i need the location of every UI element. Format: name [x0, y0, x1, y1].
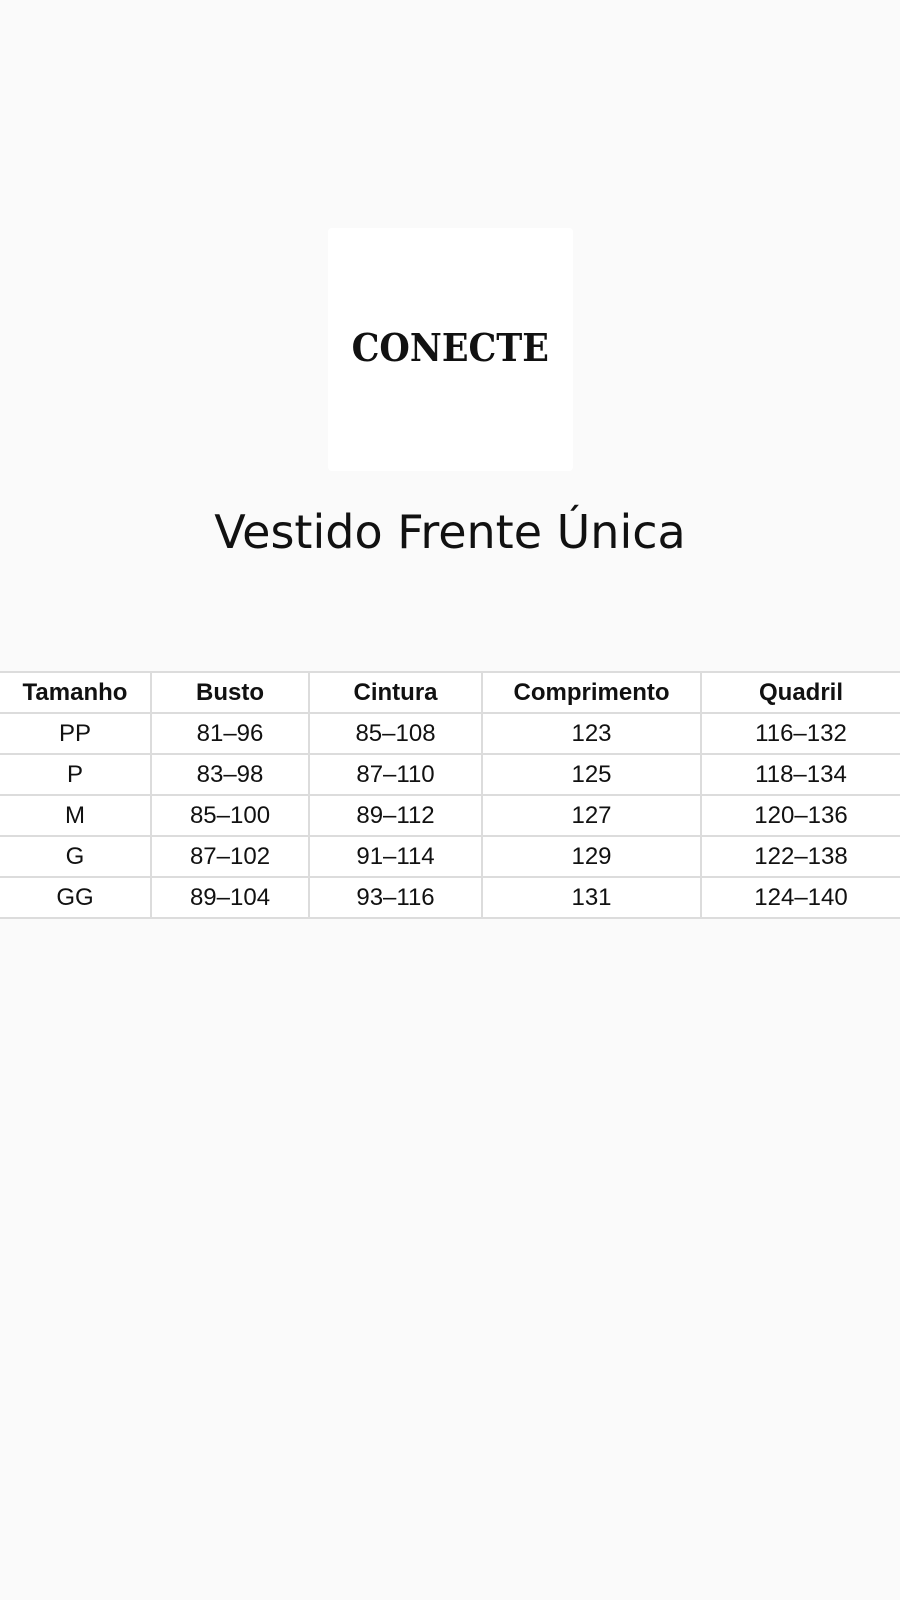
table-cell-comprimento: 125: [482, 754, 701, 795]
table-cell-quadril: 122–138: [701, 836, 900, 877]
table-row: [0, 795, 900, 836]
table-cell-busto: 83–98: [151, 754, 309, 795]
brand-logo: CONECTE: [351, 325, 550, 370]
table-cell-busto: 89–104: [151, 877, 309, 918]
table-row: [0, 713, 900, 754]
table-cell-cintura: 91–114: [309, 836, 482, 877]
table-cell-cintura: 89–112: [309, 795, 482, 836]
table-row: [0, 754, 900, 795]
brand-logo-card: [328, 228, 573, 471]
table-cell-size: M: [0, 795, 151, 836]
table-cell-comprimento: 129: [482, 836, 701, 877]
table-cell-size: GG: [0, 877, 151, 918]
header-busto: Busto: [151, 672, 309, 713]
table-cell-quadril: 120–136: [701, 795, 900, 836]
table-cell-comprimento: 131: [482, 877, 701, 918]
table-cell-busto: 81–96: [151, 713, 309, 754]
header-tamanho: Tamanho: [0, 672, 151, 713]
size-chart-table: [0, 671, 900, 919]
table-row: [0, 836, 900, 877]
table-cell-quadril: 116–132: [701, 713, 900, 754]
table-cell-cintura: 85–108: [309, 713, 482, 754]
table-cell-quadril: 118–134: [701, 754, 900, 795]
table-cell-size: P: [0, 754, 151, 795]
page-title: Vestido Frente Única: [214, 505, 686, 559]
table-cell-size: PP: [0, 713, 151, 754]
header-cintura: Cintura: [309, 672, 482, 713]
table-cell-busto: 87–102: [151, 836, 309, 877]
table-row: [0, 877, 900, 918]
table-header-row: [0, 672, 900, 713]
table-cell-size: G: [0, 836, 151, 877]
header-quadril: Quadril: [701, 672, 900, 713]
table-cell-quadril: 124–140: [701, 877, 900, 918]
table-cell-cintura: 93–116: [309, 877, 482, 918]
table-cell-cintura: 87–110: [309, 754, 482, 795]
table-cell-comprimento: 123: [482, 713, 701, 754]
table-cell-busto: 85–100: [151, 795, 309, 836]
table-cell-comprimento: 127: [482, 795, 701, 836]
header-comprimento: Comprimento: [482, 672, 701, 713]
